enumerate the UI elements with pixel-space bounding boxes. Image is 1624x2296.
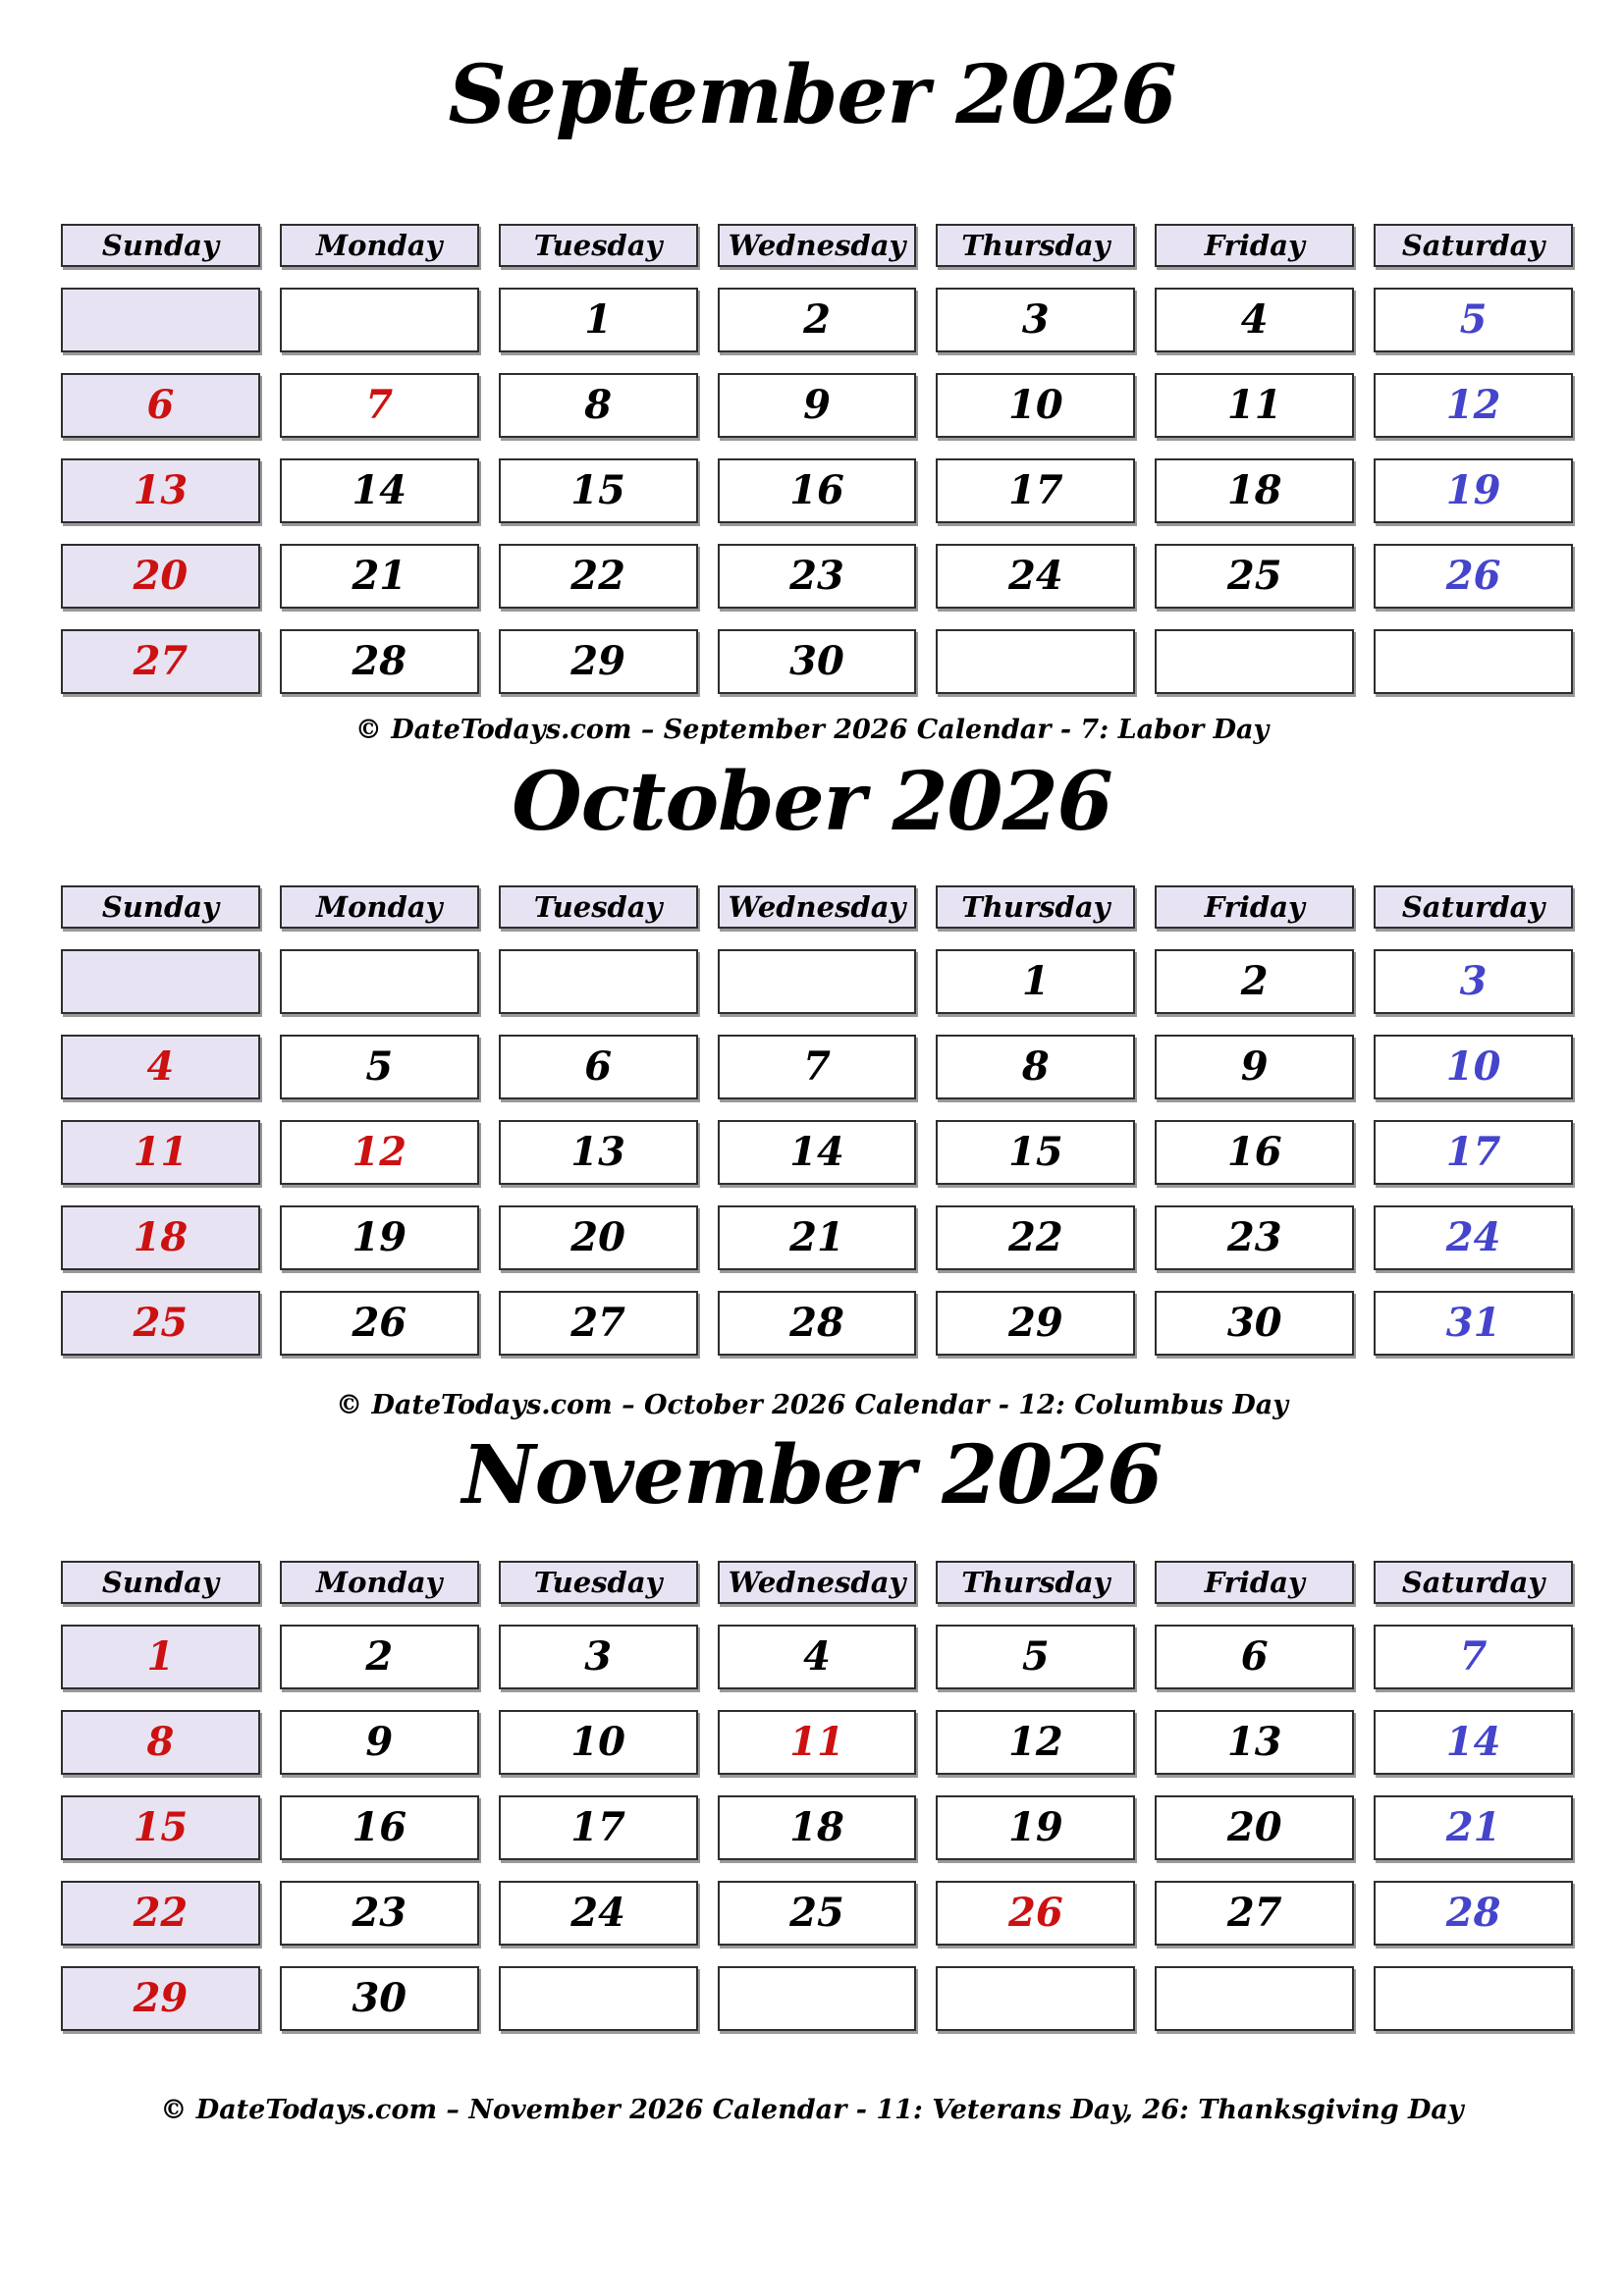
day-cell — [718, 1795, 917, 1860]
day-number: 26 — [1445, 553, 1501, 599]
day-cell — [499, 1710, 698, 1775]
day-number: 1 — [146, 1633, 175, 1680]
day-number: 18 — [133, 1214, 189, 1260]
day-number: 31 — [1445, 1300, 1501, 1346]
day-cell — [1155, 949, 1354, 1014]
weekday-header-friday: Friday — [1155, 224, 1354, 267]
day-number: 6 — [146, 382, 175, 428]
day-cell — [280, 544, 479, 609]
day-cell — [61, 1625, 260, 1689]
weekday-header-friday: Friday — [1155, 885, 1354, 929]
weekday-header-monday: Monday — [280, 885, 479, 929]
day-cell — [1155, 1795, 1354, 1860]
day-cell — [61, 629, 260, 694]
day-number: 25 — [1226, 553, 1282, 599]
month-footer-november: © DateTodays.com – November 2026 Calendar - 11: Veterans Day, 26: Thanksgiving Day — [160, 2095, 1464, 2125]
empty-cell — [280, 288, 479, 352]
day-cell — [1155, 1291, 1354, 1356]
day-number: 13 — [133, 467, 189, 513]
day-cell — [280, 1966, 479, 2031]
day-cell — [1155, 1205, 1354, 1270]
day-cell — [280, 1710, 479, 1775]
day-cell — [280, 1291, 479, 1356]
day-cell — [1374, 544, 1573, 609]
day-cell — [1374, 1625, 1573, 1689]
day-cell — [61, 1291, 260, 1356]
day-number: 6 — [584, 1043, 613, 1090]
day-cell — [499, 1881, 698, 1946]
day-number: 5 — [1021, 1633, 1050, 1680]
day-number: 18 — [789, 1804, 844, 1850]
day-cell — [718, 1710, 917, 1775]
day-number: 27 — [1226, 1890, 1282, 1936]
day-cell — [718, 373, 917, 438]
day-cell — [1374, 1710, 1573, 1775]
day-number: 7 — [1459, 1633, 1488, 1680]
day-cell — [499, 1291, 698, 1356]
day-cell — [718, 288, 917, 352]
day-number: 22 — [1008, 1214, 1063, 1260]
day-cell — [1374, 458, 1573, 523]
day-number: 2 — [1240, 958, 1269, 1004]
day-number: 3 — [1021, 296, 1050, 343]
day-number: 23 — [352, 1890, 407, 1936]
day-cell — [61, 544, 260, 609]
day-cell — [718, 1291, 917, 1356]
month-title-november: November 2026 — [461, 1428, 1163, 1522]
weekday-header-thursday: Thursday — [936, 224, 1135, 267]
weekday-header-thursday: Thursday — [936, 1561, 1135, 1604]
day-number: 13 — [570, 1129, 625, 1175]
day-number: 24 — [570, 1890, 625, 1936]
day-cell — [280, 1795, 479, 1860]
day-cell — [936, 373, 1135, 438]
day-cell — [1374, 373, 1573, 438]
month-grid-november — [61, 1561, 1573, 2031]
day-cell — [718, 1881, 917, 1946]
day-cell — [499, 629, 698, 694]
day-cell — [280, 1035, 479, 1099]
day-number: 29 — [1008, 1300, 1063, 1346]
day-number: 7 — [803, 1043, 831, 1090]
day-cell — [936, 458, 1135, 523]
day-number: 20 — [570, 1214, 625, 1260]
day-number: 3 — [1459, 958, 1488, 1004]
day-cell — [936, 1291, 1135, 1356]
day-number: 12 — [1445, 382, 1501, 428]
day-number: 5 — [1459, 296, 1488, 343]
day-cell — [499, 1035, 698, 1099]
day-cell — [499, 1120, 698, 1185]
day-number: 5 — [365, 1043, 394, 1090]
day-number: 4 — [1240, 296, 1269, 343]
empty-cell — [718, 949, 917, 1014]
day-cell — [936, 1625, 1135, 1689]
weekday-header-wednesday: Wednesday — [718, 224, 917, 267]
day-number: 3 — [584, 1633, 613, 1680]
day-cell — [1155, 1035, 1354, 1099]
day-cell — [280, 1205, 479, 1270]
day-number: 19 — [1008, 1804, 1063, 1850]
weekday-header-thursday: Thursday — [936, 885, 1135, 929]
month-title-october: October 2026 — [512, 755, 1112, 849]
day-number: 21 — [1445, 1804, 1501, 1850]
day-cell — [1374, 1120, 1573, 1185]
day-number: 11 — [1226, 382, 1282, 428]
weekday-header-sunday: Sunday — [61, 1561, 260, 1604]
day-cell — [1374, 1205, 1573, 1270]
month-title-september: September 2026 — [448, 48, 1176, 142]
day-number: 30 — [352, 1975, 407, 2021]
day-cell — [936, 1881, 1135, 1946]
day-cell — [61, 458, 260, 523]
weekday-header-wednesday: Wednesday — [718, 1561, 917, 1604]
day-number: 18 — [1226, 467, 1282, 513]
month-footer-september: © DateTodays.com – September 2026 Calendar - 7: Labor Day — [354, 715, 1270, 745]
day-cell — [936, 1120, 1135, 1185]
empty-cell — [936, 1966, 1135, 2031]
day-cell — [499, 373, 698, 438]
day-cell — [1155, 544, 1354, 609]
day-number: 15 — [1008, 1129, 1063, 1175]
day-number: 21 — [789, 1214, 844, 1260]
day-number: 9 — [803, 382, 831, 428]
day-cell — [1155, 288, 1354, 352]
day-cell — [936, 288, 1135, 352]
day-cell — [61, 1795, 260, 1860]
day-cell — [1374, 949, 1573, 1014]
day-number: 2 — [365, 1633, 394, 1680]
weekday-header-tuesday: Tuesday — [499, 1561, 698, 1604]
day-cell — [1155, 1120, 1354, 1185]
day-cell — [718, 1120, 917, 1185]
day-number: 13 — [1226, 1719, 1282, 1765]
weekday-header-friday: Friday — [1155, 1561, 1354, 1604]
day-number: 1 — [1021, 958, 1050, 1004]
day-cell — [718, 544, 917, 609]
day-number: 15 — [570, 467, 625, 513]
day-cell — [499, 544, 698, 609]
day-cell — [1155, 1710, 1354, 1775]
day-number: 1 — [584, 296, 613, 343]
day-number: 19 — [1445, 467, 1501, 513]
day-cell — [1374, 1795, 1573, 1860]
day-cell — [61, 1120, 260, 1185]
day-number: 19 — [352, 1214, 407, 1260]
day-number: 22 — [133, 1890, 189, 1936]
day-cell — [1374, 288, 1573, 352]
day-cell — [718, 1625, 917, 1689]
day-number: 20 — [1226, 1804, 1282, 1850]
day-number: 23 — [1226, 1214, 1282, 1260]
day-number: 23 — [789, 553, 844, 599]
empty-cell — [499, 1966, 698, 2031]
day-number: 17 — [1445, 1129, 1501, 1175]
day-cell — [936, 1795, 1135, 1860]
day-number: 10 — [1445, 1043, 1501, 1090]
day-cell — [936, 544, 1135, 609]
day-number: 16 — [352, 1804, 407, 1850]
empty-cell — [1374, 629, 1573, 694]
day-number: 16 — [1226, 1129, 1282, 1175]
day-cell — [718, 1205, 917, 1270]
month-grid-september — [61, 224, 1573, 694]
day-number: 14 — [1445, 1719, 1501, 1765]
day-number: 30 — [789, 638, 844, 684]
day-number: 14 — [789, 1129, 844, 1175]
day-number: 22 — [570, 553, 625, 599]
day-cell — [61, 1205, 260, 1270]
day-cell — [499, 1625, 698, 1689]
day-number: 21 — [352, 553, 407, 599]
day-number: 9 — [365, 1719, 394, 1765]
day-cell — [1155, 458, 1354, 523]
day-number: 28 — [789, 1300, 844, 1346]
day-cell — [1374, 1035, 1573, 1099]
weekday-header-wednesday: Wednesday — [718, 885, 917, 929]
day-number: 30 — [1226, 1300, 1282, 1346]
month-grid-october — [61, 885, 1573, 1356]
day-number: 8 — [146, 1719, 175, 1765]
day-number: 27 — [133, 638, 189, 684]
day-number: 16 — [789, 467, 844, 513]
weekday-header-tuesday: Tuesday — [499, 224, 698, 267]
day-cell — [280, 373, 479, 438]
day-cell — [1374, 1291, 1573, 1356]
day-number: 2 — [803, 296, 831, 343]
day-cell — [718, 629, 917, 694]
day-number: 29 — [133, 1975, 189, 2021]
empty-cell — [936, 629, 1135, 694]
weekday-header-tuesday: Tuesday — [499, 885, 698, 929]
empty-cell — [718, 1966, 917, 2031]
day-number: 25 — [789, 1890, 844, 1936]
weekday-header-sunday: Sunday — [61, 224, 260, 267]
day-number: 29 — [570, 638, 625, 684]
empty-cell — [1155, 629, 1354, 694]
day-number: 12 — [352, 1129, 407, 1175]
empty-cell — [280, 949, 479, 1014]
empty-cell — [61, 949, 260, 1014]
day-number: 26 — [1008, 1890, 1063, 1936]
day-cell — [61, 1710, 260, 1775]
day-cell — [936, 1710, 1135, 1775]
day-number: 7 — [365, 382, 394, 428]
empty-cell — [61, 288, 260, 352]
day-number: 24 — [1445, 1214, 1501, 1260]
weekday-header-saturday: Saturday — [1374, 224, 1573, 267]
day-cell — [718, 1035, 917, 1099]
day-number: 15 — [133, 1804, 189, 1850]
day-number: 11 — [789, 1719, 844, 1765]
day-cell — [280, 1625, 479, 1689]
empty-cell — [1374, 1966, 1573, 2031]
day-cell — [936, 1035, 1135, 1099]
weekday-header-saturday: Saturday — [1374, 1561, 1573, 1604]
day-cell — [499, 458, 698, 523]
month-footer-october: © DateTodays.com – October 2026 Calendar - 12: Columbus Day — [336, 1390, 1288, 1420]
day-number: 8 — [1021, 1043, 1050, 1090]
day-cell — [61, 1881, 260, 1946]
day-cell — [936, 1205, 1135, 1270]
day-number: 25 — [133, 1300, 189, 1346]
day-number: 6 — [1240, 1633, 1269, 1680]
weekday-header-monday: Monday — [280, 224, 479, 267]
day-number: 28 — [1445, 1890, 1501, 1936]
day-number: 10 — [1008, 382, 1063, 428]
day-cell — [936, 949, 1135, 1014]
empty-cell — [1155, 1966, 1354, 2031]
day-cell — [1155, 1625, 1354, 1689]
day-number: 9 — [1240, 1043, 1269, 1090]
day-number: 24 — [1008, 553, 1063, 599]
day-cell — [1374, 1881, 1573, 1946]
day-cell — [1155, 1881, 1354, 1946]
weekday-header-saturday: Saturday — [1374, 885, 1573, 929]
day-number: 12 — [1008, 1719, 1063, 1765]
day-cell — [499, 1205, 698, 1270]
day-number: 11 — [133, 1129, 189, 1175]
day-cell — [280, 629, 479, 694]
day-cell — [61, 1966, 260, 2031]
day-number: 27 — [570, 1300, 625, 1346]
day-number: 17 — [570, 1804, 625, 1850]
day-number: 14 — [352, 467, 407, 513]
day-number: 4 — [803, 1633, 831, 1680]
day-cell — [280, 1881, 479, 1946]
empty-cell — [499, 949, 698, 1014]
day-cell — [280, 458, 479, 523]
day-number: 17 — [1008, 467, 1063, 513]
weekday-header-sunday: Sunday — [61, 885, 260, 929]
day-cell — [1155, 373, 1354, 438]
weekday-header-monday: Monday — [280, 1561, 479, 1604]
day-number: 4 — [146, 1043, 175, 1090]
day-cell — [61, 1035, 260, 1099]
day-cell — [280, 1120, 479, 1185]
day-number: 8 — [584, 382, 613, 428]
day-number: 28 — [352, 638, 407, 684]
day-number: 26 — [352, 1300, 407, 1346]
day-cell — [718, 458, 917, 523]
day-number: 20 — [133, 553, 189, 599]
day-cell — [61, 373, 260, 438]
day-number: 10 — [570, 1719, 625, 1765]
day-cell — [499, 288, 698, 352]
day-cell — [499, 1795, 698, 1860]
